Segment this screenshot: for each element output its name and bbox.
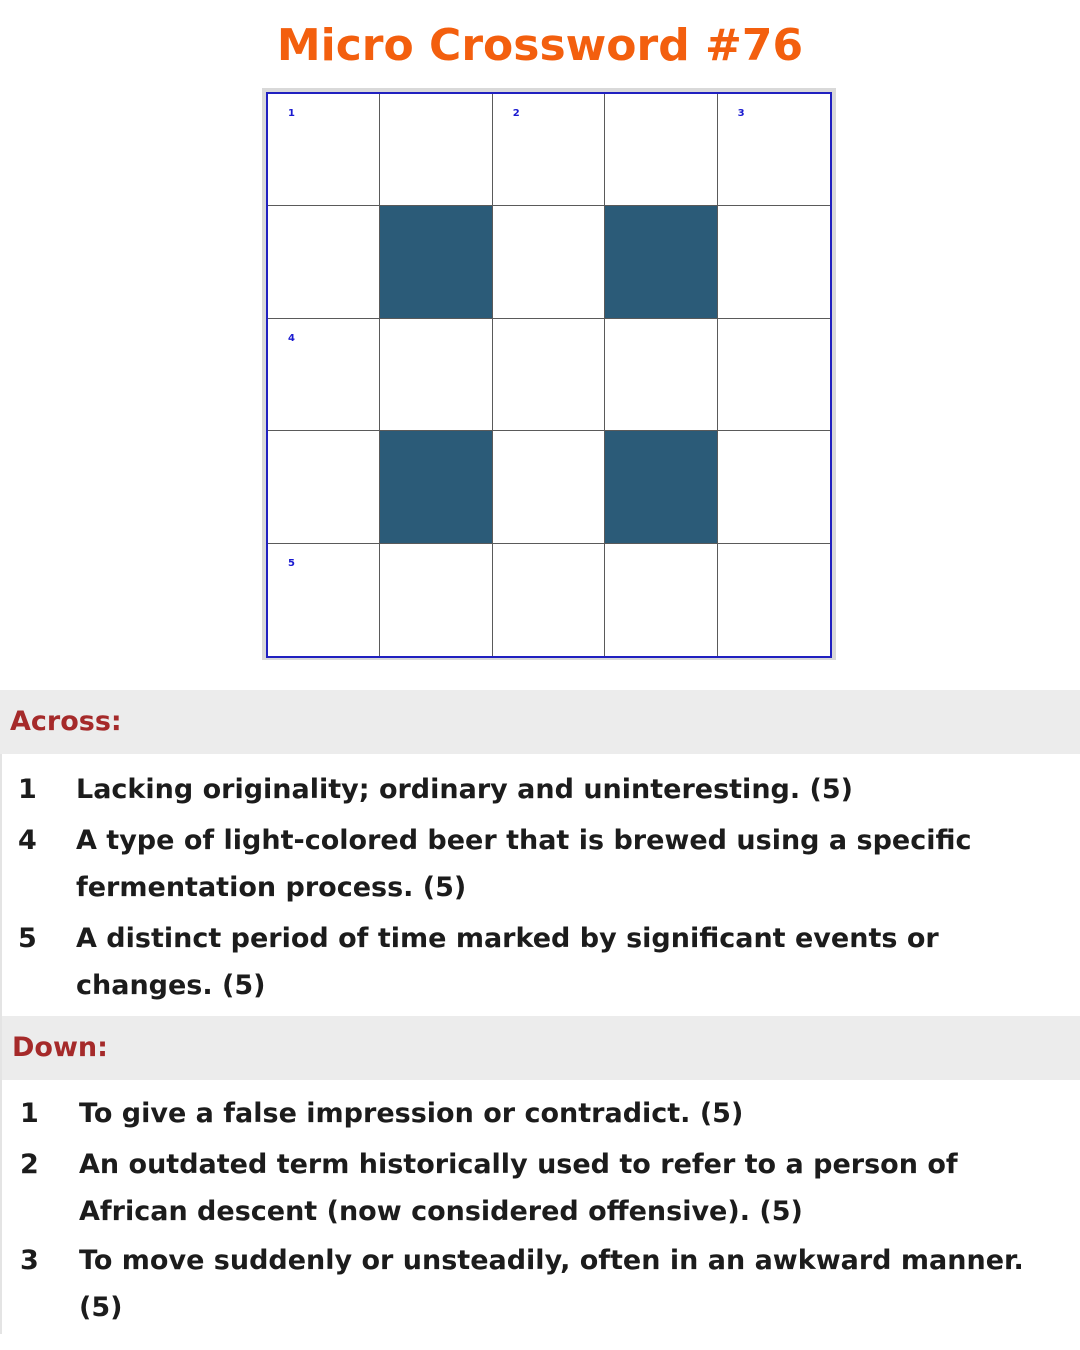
clue-number: 1 xyxy=(18,774,37,805)
clue-text: Lacking originality; ordinary and uninteresting. (5) xyxy=(76,774,853,805)
grid-cell[interactable] xyxy=(493,319,605,431)
grid-cell[interactable] xyxy=(605,544,717,656)
grid-cell[interactable] xyxy=(718,431,830,543)
grid-cell[interactable] xyxy=(380,544,492,656)
grid-cell[interactable] xyxy=(718,206,830,318)
clue-text: To give a false impression or contradict. (5) xyxy=(79,1098,744,1129)
grid-cell[interactable] xyxy=(380,94,492,206)
crossword-grid-frame xyxy=(262,88,836,660)
cell-clue-number: 1 xyxy=(288,108,295,119)
grid-cell[interactable] xyxy=(718,94,830,206)
grid-cell[interactable] xyxy=(493,431,605,543)
cell-clue-number: 5 xyxy=(288,557,295,569)
grid-cell[interactable] xyxy=(605,94,717,206)
grid-cell[interactable] xyxy=(268,544,380,656)
grid-cell[interactable] xyxy=(268,431,380,543)
grid-cell-block xyxy=(380,431,492,543)
across-header: Across: xyxy=(0,690,1080,754)
grid-cell[interactable] xyxy=(718,319,830,431)
clue-number: 5 xyxy=(18,923,37,954)
grid-cell[interactable] xyxy=(268,206,380,318)
grid-cell[interactable] xyxy=(605,319,717,431)
grid-cell[interactable] xyxy=(493,94,605,206)
clue-number: 3 xyxy=(20,1245,39,1276)
cell-clue-number: 3 xyxy=(737,108,745,119)
cell-clue-number: 4 xyxy=(288,332,295,344)
grid-cell-block xyxy=(605,206,717,318)
grid-cell-block xyxy=(380,206,492,318)
clue-number: 4 xyxy=(18,825,37,856)
grid-cell[interactable] xyxy=(268,319,380,431)
clue-number: 2 xyxy=(20,1149,39,1180)
grid-cell[interactable] xyxy=(268,94,380,206)
clue-number: 1 xyxy=(20,1098,39,1129)
clue-text: A distinct period of time marked by significant events or changes. (5) xyxy=(76,923,939,1001)
clue-text: To move suddenly or unsteadily, often in an awkward manner. (5) xyxy=(79,1245,1024,1323)
clue-text: An outdated term historically used to refer to a person of African descent (now considered offensive). (5) xyxy=(79,1149,958,1227)
left-divider xyxy=(0,754,2,1334)
grid-cell[interactable] xyxy=(380,319,492,431)
grid-cell-block xyxy=(605,431,717,543)
crossword-grid xyxy=(266,92,832,658)
clue-text: A type of light-colored beer that is brewed using a specific fermentation process. (5) xyxy=(76,825,972,903)
cell-clue-number: 2 xyxy=(512,108,520,119)
grid-cell[interactable] xyxy=(493,206,605,318)
grid-cell[interactable] xyxy=(493,544,605,656)
puzzle-title: Micro Crossword #76 xyxy=(276,20,804,71)
grid-cell[interactable] xyxy=(718,544,830,656)
down-header: Down: xyxy=(0,1016,1080,1080)
